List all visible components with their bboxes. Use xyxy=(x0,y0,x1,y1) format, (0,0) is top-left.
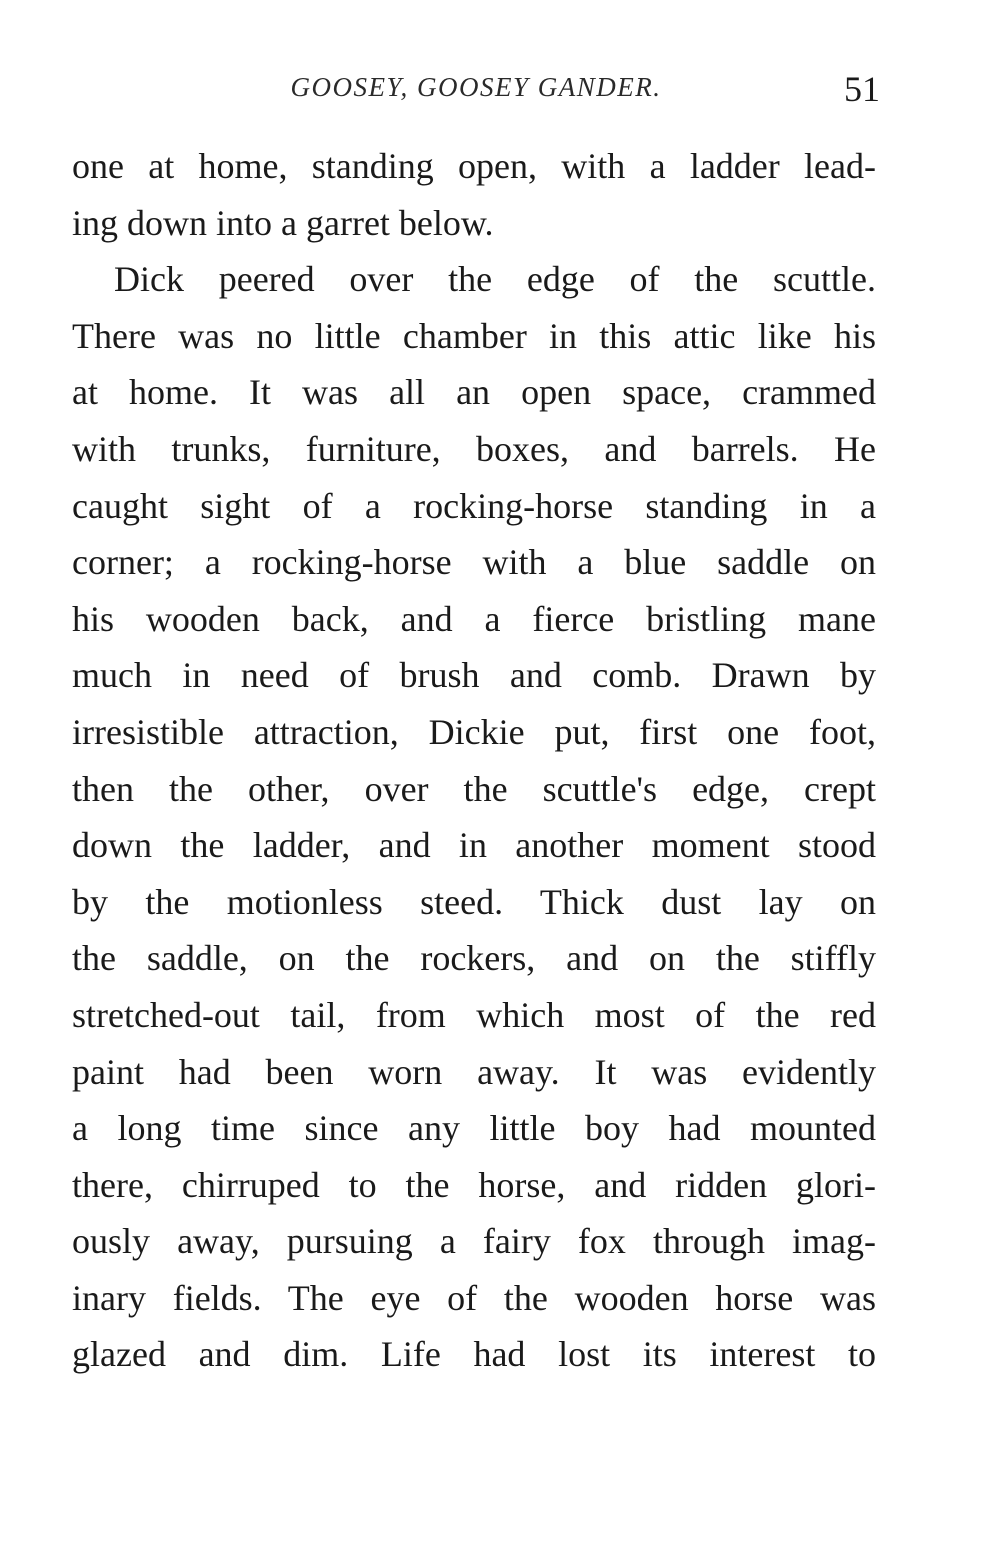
text-line: there, chirruped to the horse, and ridden glori- xyxy=(72,1164,876,1205)
page-number: 51 xyxy=(844,69,880,109)
text-line: There was no little chamber in this attic like his xyxy=(72,315,876,356)
text-line: paint had been worn away. It was evidently xyxy=(72,1051,876,1092)
text-line: glazed and dim. Life had lost its interest to xyxy=(72,1334,876,1375)
chapter-title: GOOSEY, GOOSEY GANDER. xyxy=(290,72,662,102)
body-text xyxy=(72,138,876,1383)
running-head xyxy=(72,64,880,114)
text-line: a long time since any little boy had mounted xyxy=(72,1108,876,1149)
text-line: down the ladder, and in another moment stood xyxy=(72,825,876,866)
text-line: by the motionless steed. Thick dust lay on xyxy=(72,881,876,922)
text-line: then the other, over the scuttle's edge, crept xyxy=(72,768,876,809)
text-line: ing down into a garret below. xyxy=(72,202,494,243)
text-line: much in need of brush and comb. Drawn by xyxy=(72,655,876,696)
text-line: his wooden back, and a fierce bristling mane xyxy=(72,598,876,639)
text-line: the saddle, on the rockers, and on the stiffly xyxy=(72,938,876,979)
text-line: caught sight of a rocking-horse standing in a xyxy=(72,485,876,526)
text-line: corner; a rocking-horse with a blue saddle on xyxy=(72,542,876,583)
text-line: stretched-out tail, from which most of the red xyxy=(72,994,876,1035)
text-line: Dick peered over the edge of the scuttle. xyxy=(114,259,876,300)
text-line: inary fields. The eye of the wooden horse was xyxy=(72,1277,876,1318)
text-line: ously away, pursuing a fairy fox through imag- xyxy=(72,1221,876,1262)
text-line: at home. It was all an open space, crammed xyxy=(72,372,876,413)
text-line: with trunks, furniture, boxes, and barrels. He xyxy=(72,428,876,469)
text-line: one at home, standing open, with a ladder lead- xyxy=(72,146,876,186)
text-line: irresistible attraction, Dickie put, first one foot, xyxy=(72,711,876,752)
